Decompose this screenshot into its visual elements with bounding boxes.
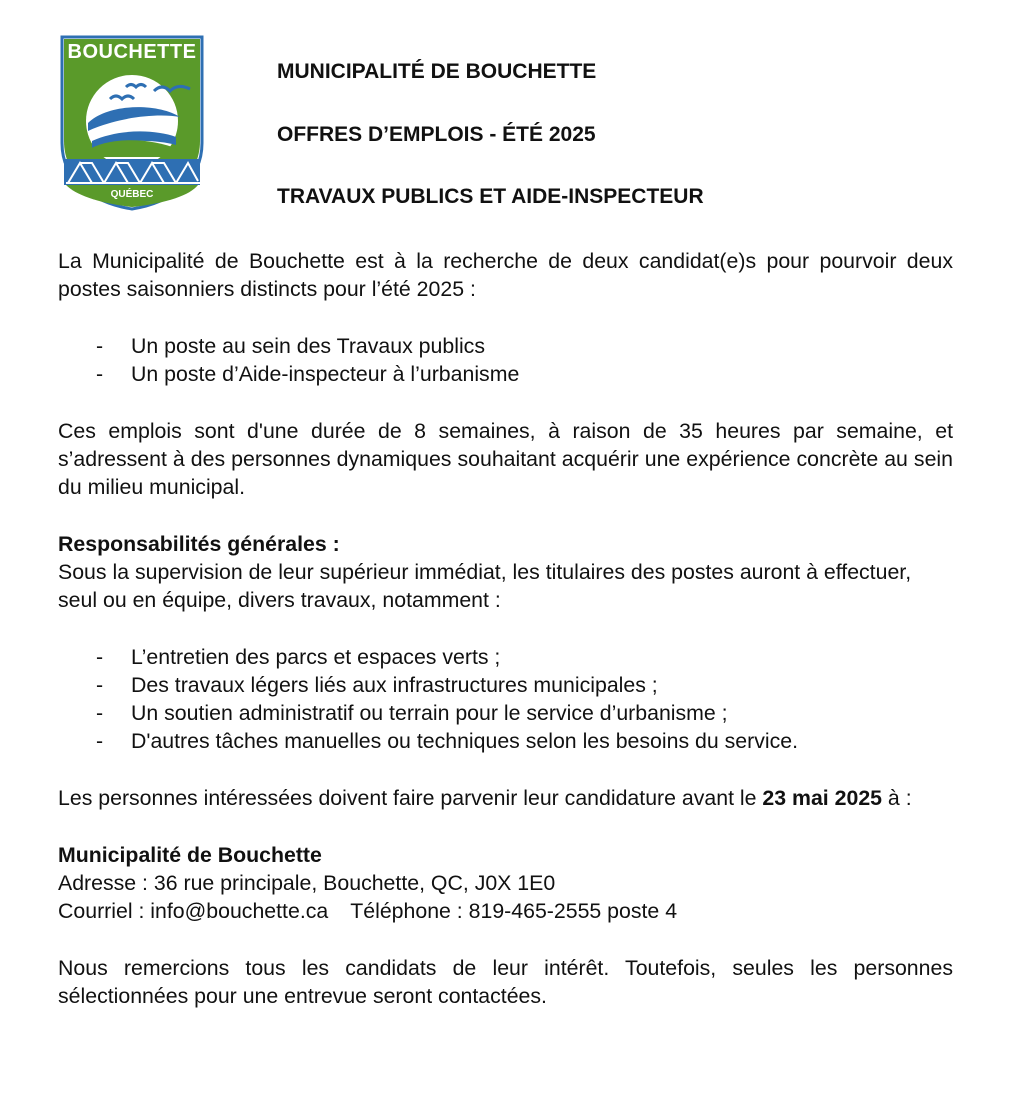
- application-paragraph: [58, 784, 953, 812]
- list-item: [58, 332, 953, 360]
- dash-bullet: -: [96, 701, 104, 725]
- contact-name-text: Municipalité de Bouchette: [58, 843, 322, 867]
- header-job-offers: OFFRES D’EMPLOIS - ÉTÉ 2025: [277, 123, 596, 146]
- dash-bullet: -: [96, 673, 104, 697]
- list-item-text: D'autres tâches manuelles ou techniques selon les besoins du service.: [131, 729, 799, 753]
- list-item: [58, 727, 953, 755]
- list-item-text: L’entretien des parcs et espaces verts ;: [131, 645, 501, 669]
- header-municipality: MUNICIPALITÉ DE BOUCHETTE: [277, 60, 597, 83]
- application-deadline: 23 mai 2025: [762, 786, 883, 810]
- contact-name: [58, 841, 953, 869]
- description-paragraph: Ces emplois sont d'une durée de 8 semaines, à raison de 35 heures par semaine, et s’adressent à des personnes dynamiques souhaitant acquérir une expérience concrète au sein du milieu municipal.: [58, 419, 953, 499]
- document-body: [58, 247, 953, 1010]
- crest-subtext: QUÉBEC: [110, 189, 154, 200]
- list-item: [58, 643, 953, 671]
- positions-list: [58, 332, 953, 388]
- list-item: [58, 360, 953, 388]
- responsibilities-heading-text: Responsabilités générales :: [58, 532, 340, 556]
- dash-bullet: -: [96, 334, 104, 358]
- dash-bullet: -: [96, 729, 104, 753]
- dash-bullet: -: [96, 362, 104, 386]
- list-item: [58, 671, 953, 699]
- responsibilities-list: [58, 643, 953, 755]
- list-item-text: Un soutien administratif ou terrain pour le service d’urbanisme ;: [131, 701, 728, 725]
- intro-paragraph: La Municipalité de Bouchette est à la recherche de deux candidat(e)s pour pourvoir deux postes saisonniers distincts pour l’été 2025 :: [58, 249, 953, 301]
- dash-bullet: -: [96, 645, 104, 669]
- header-positions: TRAVAUX PUBLICS ET AIDE-INSPECTEUR: [277, 185, 704, 208]
- contact-address: Adresse : 36 rue principale, Bouchette, QC, J0X 1E0: [58, 871, 556, 895]
- responsibilities-heading: [58, 530, 953, 558]
- list-item-text: Un poste d’Aide-inspecteur à l’urbanisme: [131, 362, 520, 386]
- list-item: [58, 699, 953, 727]
- application-text-end: à :: [882, 786, 912, 810]
- contact-phone: Téléphone : 819-465-2555 poste 4: [350, 899, 678, 923]
- application-text: Les personnes intéressées doivent faire parvenir leur candidature avant le: [58, 786, 763, 810]
- list-item-text: Un poste au sein des Travaux publics: [131, 334, 485, 358]
- crest-banner-text: BOUCHETTE: [67, 41, 197, 63]
- contact-line: [58, 897, 953, 925]
- closing-paragraph: Nous remercions tous les candidats de leur intérêt. Toutefois, seules les personnes sélectionnées pour une entrevue seront contactées.: [58, 956, 953, 1008]
- list-item-text: Des travaux légers liés aux infrastructures municipales ;: [131, 673, 658, 697]
- responsibilities-paragraph: Sous la supervision de leur supérieur immédiat, les titulaires des postes auront à effectuer, seul ou en équipe, divers travaux, notamment :: [58, 560, 912, 612]
- contact-email: Courriel : info@bouchette.ca: [58, 899, 329, 923]
- municipality-crest-logo: [58, 33, 206, 211]
